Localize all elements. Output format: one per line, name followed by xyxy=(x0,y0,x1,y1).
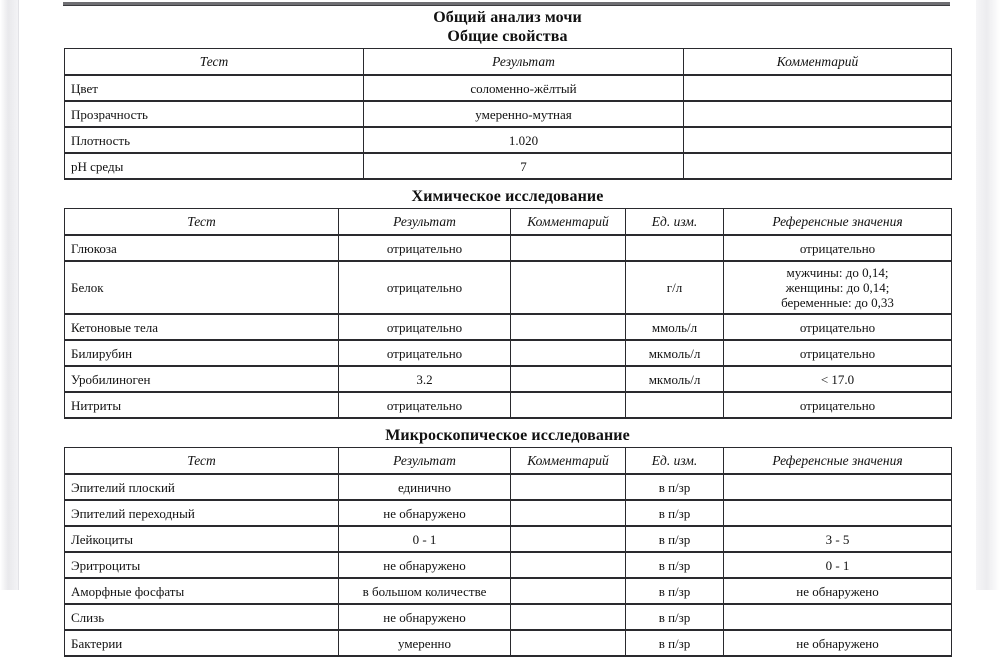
table-microscopic-study xyxy=(64,447,952,657)
cell-result: 1.020 xyxy=(364,127,684,153)
cell-comment xyxy=(511,474,626,500)
cell-units: в п/зр xyxy=(626,552,724,578)
table-row xyxy=(65,75,952,101)
cell-test: Прозрачность xyxy=(65,101,364,127)
table-row xyxy=(65,314,952,340)
cell-units: г/л xyxy=(626,261,724,314)
cell-comment xyxy=(511,261,626,314)
column-header-result: Результат xyxy=(339,448,511,475)
cell-test: Эритроциты xyxy=(65,552,339,578)
document-content xyxy=(64,8,951,657)
cell-test: Глюкоза xyxy=(65,235,339,261)
table-chemical-study xyxy=(64,208,952,419)
cell-units: в п/зр xyxy=(626,500,724,526)
cell-reference xyxy=(724,261,952,314)
reference-line: беременные: до 0,33 xyxy=(781,295,894,310)
cell-test: Нитриты xyxy=(65,392,339,418)
cell-comment xyxy=(511,630,626,656)
cell-test: Слизь xyxy=(65,604,339,630)
reference-line: женщины: до 0,14; xyxy=(785,280,890,295)
cell-comment xyxy=(684,75,952,101)
cell-comment xyxy=(511,604,626,630)
table-row xyxy=(65,366,952,392)
table-row xyxy=(65,340,952,366)
cell-reference xyxy=(724,474,952,500)
reference-line: мужчины: до 0,14; xyxy=(786,265,889,280)
table-row xyxy=(65,235,952,261)
cell-result: отрицательно xyxy=(339,314,511,340)
cell-units: ммоль/л xyxy=(626,314,724,340)
table-row xyxy=(65,261,952,314)
cell-comment xyxy=(684,101,952,127)
column-header-comment: Комментарий xyxy=(511,448,626,475)
page-title: Общий анализ мочи xyxy=(433,9,582,26)
cell-reference: 3 - 5 xyxy=(724,526,952,552)
cell-test: Аморфные фосфаты xyxy=(65,578,339,604)
column-header-comment: Комментарий xyxy=(684,49,952,76)
cell-test: Кетоновые тела xyxy=(65,314,339,340)
table-row xyxy=(65,578,952,604)
cell-comment xyxy=(511,235,626,261)
page-edge-shadow-right xyxy=(975,0,1000,590)
column-header-reference: Референсные значения xyxy=(724,448,952,475)
section-title-general-properties: Общие свойства xyxy=(447,28,568,45)
cell-units: мкмоль/л xyxy=(626,366,724,392)
cell-comment xyxy=(511,578,626,604)
cell-result: отрицательно xyxy=(339,340,511,366)
table-row xyxy=(65,127,952,153)
section-title-chemical-study: Химическое исследование xyxy=(411,188,604,205)
cell-reference xyxy=(724,500,952,526)
cell-units: в п/зр xyxy=(626,474,724,500)
spacer xyxy=(64,419,951,426)
cell-reference: не обнаружено xyxy=(724,630,952,656)
cell-test: Эпителий переходный xyxy=(65,500,339,526)
cell-comment xyxy=(684,153,952,179)
table-row xyxy=(65,392,952,418)
cell-reference: не обнаружено xyxy=(724,578,952,604)
cell-comment xyxy=(511,366,626,392)
cell-result: 3.2 xyxy=(339,366,511,392)
cell-comment xyxy=(511,314,626,340)
document-sheet xyxy=(19,0,976,651)
cell-test: Бактерии xyxy=(65,630,339,656)
cell-result: отрицательно xyxy=(339,261,511,314)
cell-test: Эпителий плоский xyxy=(65,474,339,500)
cell-reference: отрицательно xyxy=(724,392,952,418)
page-edge-shadow-left xyxy=(0,0,19,590)
cell-result: не обнаружено xyxy=(339,500,511,526)
cell-test: Уробилиноген xyxy=(65,366,339,392)
table-header-row xyxy=(65,448,952,475)
cell-comment xyxy=(511,526,626,552)
table-row xyxy=(65,630,952,656)
cell-units: в п/зр xyxy=(626,578,724,604)
cell-result: отрицательно xyxy=(339,392,511,418)
column-header-comment: Комментарий xyxy=(511,209,626,236)
cell-result: в большом количестве xyxy=(339,578,511,604)
cell-test: Плотность xyxy=(65,127,364,153)
table-row xyxy=(65,153,952,179)
cell-units: мкмоль/л xyxy=(626,340,724,366)
cell-result: единично xyxy=(339,474,511,500)
cell-reference: отрицательно xyxy=(724,340,952,366)
cell-result: умеренно xyxy=(339,630,511,656)
cell-units: в п/зр xyxy=(626,604,724,630)
cell-comment xyxy=(511,552,626,578)
cell-comment xyxy=(511,340,626,366)
cell-test: Лейкоциты xyxy=(65,526,339,552)
table-header-row xyxy=(65,209,952,236)
table-row xyxy=(65,526,952,552)
cell-units: в п/зр xyxy=(626,630,724,656)
table-general-properties xyxy=(64,48,952,180)
table-row xyxy=(65,604,952,630)
cell-result: 7 xyxy=(364,153,684,179)
cell-test: Билирубин xyxy=(65,340,339,366)
section-title-microscopic-study: Микроскопическое исследование xyxy=(385,427,630,444)
cell-result: умеренно-мутная xyxy=(364,101,684,127)
cell-reference xyxy=(724,604,952,630)
column-header-test: Тест xyxy=(65,49,364,76)
column-header-result: Результат xyxy=(364,49,684,76)
column-header-test: Тест xyxy=(65,209,339,236)
column-header-test: Тест xyxy=(65,448,339,475)
cell-result: соломенно-жёлтый xyxy=(364,75,684,101)
cell-reference: < 17.0 xyxy=(724,366,952,392)
cell-result: не обнаружено xyxy=(339,604,511,630)
table-row xyxy=(65,552,952,578)
cell-result: 0 - 1 xyxy=(339,526,511,552)
column-header-units: Ед. изм. xyxy=(626,448,724,475)
cell-comment xyxy=(684,127,952,153)
cell-units xyxy=(626,235,724,261)
column-header-reference: Референсные значения xyxy=(724,209,952,236)
cell-reference: отрицательно xyxy=(724,314,952,340)
cell-result: не обнаружено xyxy=(339,552,511,578)
cell-test: pH среды xyxy=(65,153,364,179)
cell-comment xyxy=(511,392,626,418)
cell-result: отрицательно xyxy=(339,235,511,261)
cell-units xyxy=(626,392,724,418)
cell-comment xyxy=(511,500,626,526)
table-row xyxy=(65,474,952,500)
spacer xyxy=(64,180,951,187)
table-row xyxy=(65,500,952,526)
table-row xyxy=(65,101,952,127)
cell-test: Цвет xyxy=(65,75,364,101)
column-header-units: Ед. изм. xyxy=(626,209,724,236)
cell-test: Белок xyxy=(65,261,339,314)
cell-reference: отрицательно xyxy=(724,235,952,261)
cell-reference: 0 - 1 xyxy=(724,552,952,578)
page-top-rule xyxy=(63,2,950,6)
column-header-result: Результат xyxy=(339,209,511,236)
cell-units: в п/зр xyxy=(626,526,724,552)
table-header-row xyxy=(65,49,952,76)
